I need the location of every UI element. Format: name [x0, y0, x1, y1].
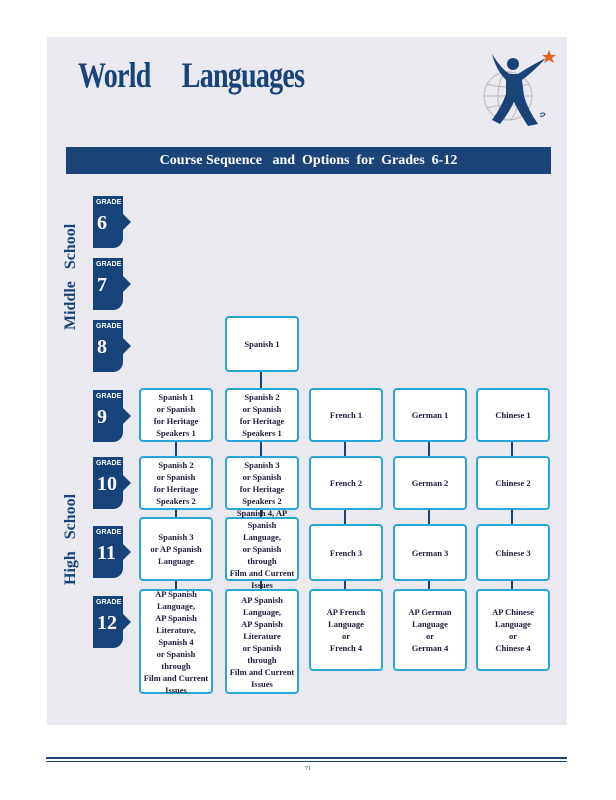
grade-11-number: 11 — [97, 542, 116, 564]
footer-rule-thick — [46, 757, 567, 759]
grade-9-word: GRADE — [96, 393, 122, 400]
grade-11-word: GRADE — [96, 529, 122, 536]
grade-12-word: GRADE — [96, 599, 122, 606]
course-box-spanish-a-grade-10: Spanish 2 or Spanish for Heritage Speakers 2 — [139, 456, 213, 510]
course-box-french-grade-10: French 2 — [309, 456, 383, 510]
course-box-chinese-grade-10: Chinese 2 — [476, 456, 550, 510]
course-box-french-grade-12: AP French Language or French 4 — [309, 589, 383, 671]
grade-7-word: GRADE — [96, 261, 122, 268]
grade-6-number: 6 — [97, 212, 107, 234]
grade-8-number: 8 — [97, 336, 107, 358]
course-box-german-grade-9: German 1 — [393, 388, 467, 442]
course-box-chinese-grade-11: Chinese 3 — [476, 524, 550, 581]
course-box-chinese-grade-9: Chinese 1 — [476, 388, 550, 442]
course-box-french-grade-11: French 3 — [309, 524, 383, 581]
course-box-german-grade-10: German 2 — [393, 456, 467, 510]
grade-6-word: GRADE — [96, 199, 122, 206]
grade-10-word: GRADE — [96, 460, 122, 467]
course-box-chinese-grade-12: AP Chinese Language or Chinese 4 — [476, 589, 550, 671]
course-box-spanish-b-grade-12: AP Spanish Language, AP Spanish Literature or Spanish through Film and Current Issues — [225, 589, 299, 694]
course-box-spanish-b-grade-8: Spanish 1 — [225, 316, 299, 372]
course-box-french-grade-9: French 1 — [309, 388, 383, 442]
subtitle-text: Course Sequence and Options for Grades 6-12 — [159, 152, 458, 168]
course-box-spanish-b-grade-10: Spanish 3 or Spanish for Heritage Speakers 2 — [225, 456, 299, 510]
footer-rule-thin — [46, 761, 567, 762]
high-school-label: High School — [62, 493, 79, 585]
course-box-spanish-a-grade-12: AP Spanish Language, AP Spanish Literature, Spanish 4 or Spanish through Film and Current Issues — [139, 589, 213, 694]
grade-7-number: 7 — [97, 274, 107, 296]
page-number: 71 — [305, 766, 311, 772]
grade-10-number: 10 — [97, 473, 117, 495]
course-box-german-grade-12: AP German Language or German 4 — [393, 589, 467, 671]
course-box-spanish-a-grade-9: Spanish 1 or Spanish for Heritage Speakers 1 — [139, 388, 213, 442]
course-box-german-grade-11: German 3 — [393, 524, 467, 581]
course-box-spanish-a-grade-11: Spanish 3 or AP Spanish Language — [139, 517, 213, 581]
course-box-spanish-b-grade-9: Spanish 2 or Spanish for Heritage Speakers 1 — [225, 388, 299, 442]
grade-9-number: 9 — [97, 406, 107, 428]
grade-8-word: GRADE — [96, 323, 122, 330]
grade-12-number: 12 — [97, 612, 117, 634]
page-title: World Languages — [78, 55, 305, 95]
middle-school-label: Middle School — [62, 223, 79, 330]
course-box-spanish-b-grade-11: Spanish Language, or Spanish through Film and Current — [225, 517, 299, 581]
